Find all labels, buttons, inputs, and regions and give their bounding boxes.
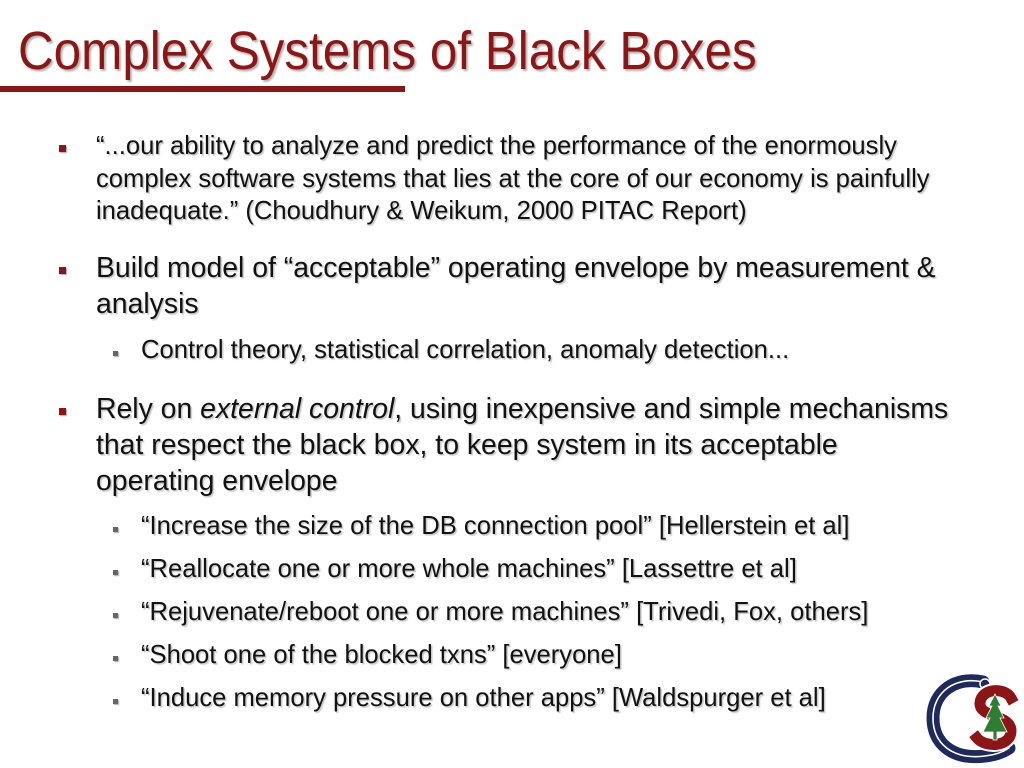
bullet-text: , using inexpensive and simple mechanisms bbox=[394, 393, 949, 425]
sub-bullet-item bbox=[141, 682, 826, 715]
square-bullet-icon bbox=[59, 408, 66, 415]
sub-bullet-text: “Induce memory pressure on other apps” [Waldspurger et al] bbox=[141, 684, 826, 712]
square-bullet-icon bbox=[59, 145, 66, 152]
bullet-text-line: Build model of “acceptable” operating envelope by measurement & bbox=[96, 252, 936, 284]
sub-bullet-item bbox=[141, 596, 868, 629]
small-square-bullet-icon bbox=[113, 699, 118, 704]
bullet-text-line: inadequate.” (Choudhury & Weikum, 2000 PITAC Report) bbox=[96, 197, 747, 225]
slide-title: Complex Systems of Black Boxes bbox=[18, 21, 757, 81]
bullet-item bbox=[96, 391, 948, 499]
stanford-cs-logo bbox=[925, 672, 1020, 764]
sub-bullet-item bbox=[141, 334, 789, 367]
sub-bullet-item bbox=[141, 639, 622, 672]
small-square-bullet-icon bbox=[113, 351, 118, 356]
small-square-bullet-icon bbox=[113, 570, 118, 575]
sub-bullet-item bbox=[141, 510, 849, 543]
small-square-bullet-icon bbox=[113, 613, 118, 618]
small-square-bullet-icon bbox=[113, 527, 118, 532]
sub-bullet-text: “Reallocate one or more whole machines” [Lassettre et al] bbox=[141, 555, 797, 583]
bullet-text: Rely on bbox=[96, 393, 201, 425]
sub-bullet-text: “Increase the size of the DB connection pool” [Hellerstein et al] bbox=[141, 512, 850, 540]
bullet-text-line: operating envelope bbox=[96, 465, 338, 497]
title-underline-bar bbox=[0, 86, 405, 92]
emphasis-text: external control bbox=[200, 393, 395, 425]
bullet-text-line: “...our ability to analyze and predict the performance of the enormously bbox=[96, 132, 897, 160]
sub-bullet-text: “Rejuvenate/reboot one or more machines” [Trivedi, Fox, others] bbox=[141, 598, 869, 626]
bullet-text-line bbox=[96, 391, 948, 427]
bullet-item bbox=[96, 130, 930, 228]
square-bullet-icon bbox=[59, 267, 66, 274]
bullet-text-line: analysis bbox=[96, 288, 199, 320]
sub-bullet-text: Control theory, statistical correlation, anomaly detection... bbox=[141, 336, 790, 364]
bullet-text-line: complex software systems that lies at the core of our economy is painfully bbox=[96, 164, 930, 193]
bullet-text-line: that respect the black box, to keep system in its acceptable bbox=[96, 429, 838, 461]
bullet-item bbox=[96, 250, 936, 322]
sub-bullet-item bbox=[141, 553, 797, 586]
sub-bullet-text: “Shoot one of the blocked txns” [everyone] bbox=[141, 641, 622, 669]
small-square-bullet-icon bbox=[113, 656, 118, 661]
